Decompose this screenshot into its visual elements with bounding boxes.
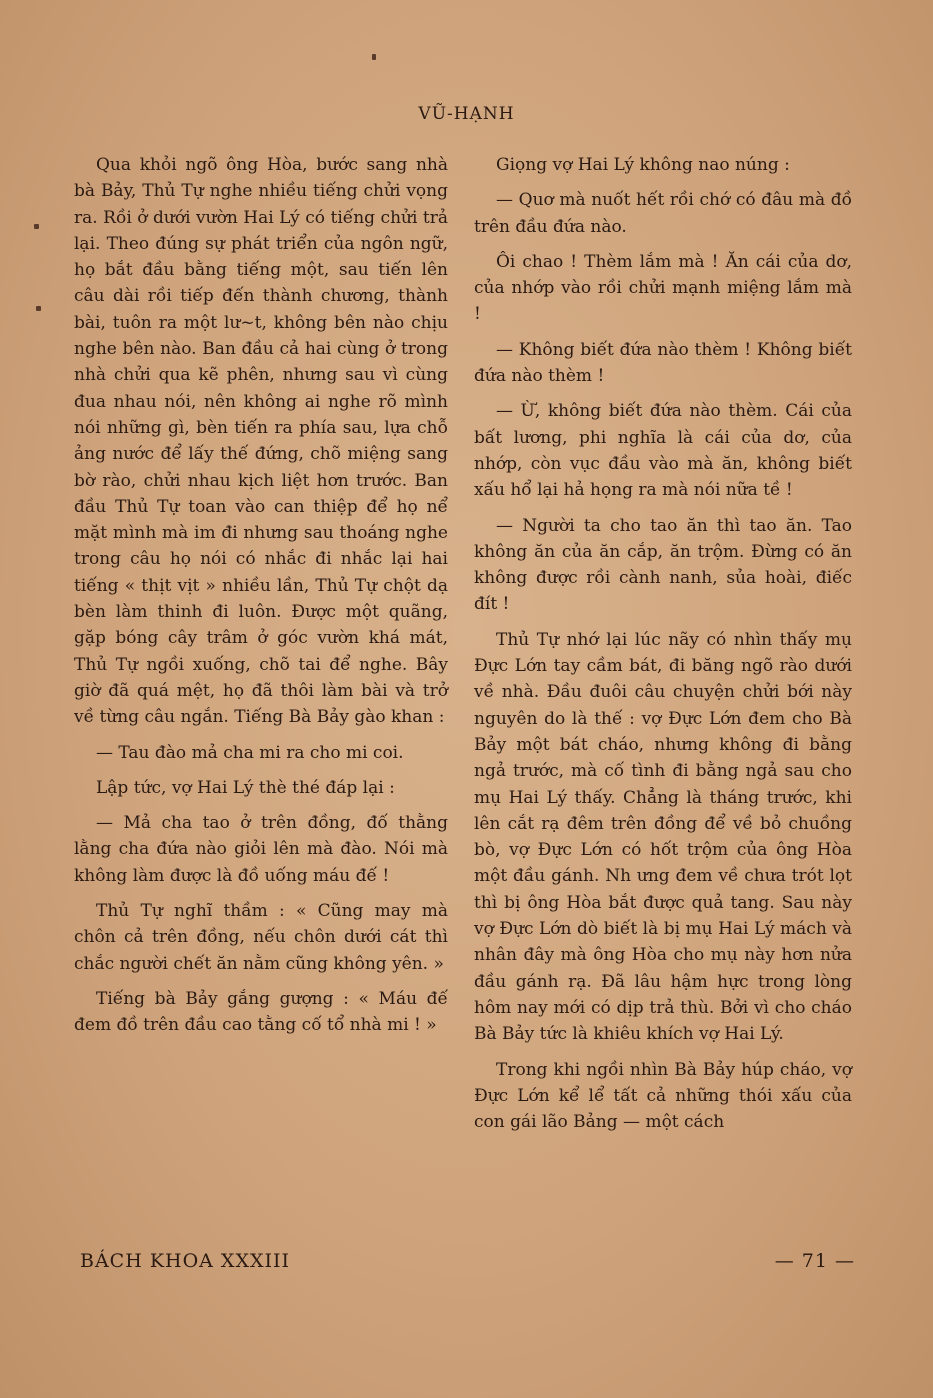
paragraph: — Tau đào mả cha mi ra cho mi coi. (96, 742, 404, 763)
paragraph: — Mả cha tao ở trên đồng, đố thằng lằng cha đứa nào giỏi lên mà đào. Nói mà không làm được là đồ uống máu đế ! (74, 813, 448, 886)
punch-hole-mark (36, 306, 41, 311)
paragraph: Lập tức, vợ Hai Lý thè thé đáp lại : (96, 777, 395, 798)
paragraph: Giọng vợ Hai Lý không nao núng : (496, 155, 790, 175)
paragraph: Thủ Tự nhớ lại lúc nãy có nhìn thấy mụ Đực Lớn tay cầm bát, đi băng ngõ rào dưới về nhà. Đầu đuôi câu chuyện chửi bới này nguyên do là thế : vợ Đực Lớn đem cho Bà Bảy một bát cháo, nhưng không đi bằng ngả trước, mà cố tình đi bằng ngả sau cho mụ Hai Lý thấy. Chẳng là tháng trước, khi lên cắt rạ đêm trên đồng để về bỏ chuồng bò, vợ Đực Lớn có hốt trộm của ông Hòa một đầu gánh. Nh ưng đem về chưa trót lọt thì bị ông Hòa bắt được quả tang. Sau này vợ Đực Lớn dò biết là bị mụ Hai Lý mách và nhân đây mà ông Hòa cho mụ này hơn nửa đầu gánh rạ. Đã lâu hậm hực trong lòng hôm nay mới có dịp trả thù. Bởi vì cho cháo Bà Bảy tức là khiêu khích vợ Hai Lý. (474, 629, 852, 1045)
paragraph: — Ừ, không biết đứa nào thèm. Cái của bất lương, phi nghĩa là cái của dơ, của nhớp, còn vục đầu vào mà ăn, không biết xấu hổ lại hả họng ra mà nói nữa tề ! (474, 401, 852, 501)
paragraph: Qua khỏi ngõ ông Hòa, bước sang nhà bà Bảy, Thủ Tự nghe nhiều tiếng chửi vọng ra. Rồi ở dưới vườn Hai Lý có tiếng chửi trả lại. Theo đúng sự phát triển của ngôn ngữ, họ bắt đầu bằng tiếng một, sau tiến lên câu dài rồi tiếp đến thành chương, thành bài, tuôn ra một lư~t, không bên nào chịu nghe bên nào. Ban đầu cả hai cùng ở trong nhà chửi qua kẽ phên, nhưng sau vì cùng đua nhau nói, nên không ai nghe rõ mình nói những gì, bèn tiến ra phía sau, lựa chỗ ảng nước để lấy thế đứng, chõ miệng sang bờ rào, chửi nhau kịch liệt hơn trước. Ban đầu Thủ Tự toan vào can thiệp để họ nể mặt mình mà im đi nhưng sau thoáng nghe trong câu họ nói có nhắc đi nhắc lại hai tiếng « thịt vịt » nhiều lần, Thủ Tự chột dạ bèn làm thinh đi luôn. Được một quãng, gặp bóng cây trâm ở góc vườn khá mát, Thủ Tự ngồi xuống, chõ tai để nghe. Bây giờ đã quá mệt, họ đã thôi làm bài và trở về từng câu ngắn. Tiếng Bà Bảy gào khan : (74, 155, 448, 728)
right-text-column (474, 152, 852, 1144)
running-header-author: VŨ-HẠNH (418, 104, 515, 124)
punch-hole-mark (34, 224, 39, 229)
paragraph: Trong khi ngồi nhìn Bà Bảy húp cháo, vợ Đực Lớn kể lể tất cả những thói xấu của con gái lão Bảng — một cách (474, 1059, 852, 1133)
paragraph: — Không biết đứa nào thèm ! Không biết đứa nào thèm ! (474, 339, 852, 387)
ink-speck (372, 54, 376, 60)
left-text-column (74, 152, 448, 1048)
footer-magazine-title: BÁCH KHOA XXXIII (80, 1250, 291, 1272)
paragraph: Thủ Tự nghĩ thầm : « Cũng may mà chôn cả trên đồng, nếu chôn dưới cát thì chắc người chết ăn nằm cũng không yên. » (74, 901, 448, 974)
paragraph: — Quơ mà nuốt hết rồi chớ có đâu mà đồ trên đầu đứa nào. (474, 190, 852, 237)
paragraph: — Người ta cho tao ăn thì tao ăn. Tao không ăn của ăn cắp, ăn trộm. Đừng có ăn không được rồi cành nanh, sủa hoài, điếc đít ! (474, 515, 852, 615)
paragraph: Tiếng bà Bảy gắng gượng : « Máu đế đem đồ trên đầu cao tằng cố tổ nhà mi ! » (74, 988, 448, 1036)
paragraph: Ôi chao ! Thèm lắm mà ! Ăn cái của dơ, của nhớp vào rồi chửi mạnh miệng lắm mà ! (474, 251, 852, 325)
footer-page-number: — 71 — (774, 1250, 855, 1272)
